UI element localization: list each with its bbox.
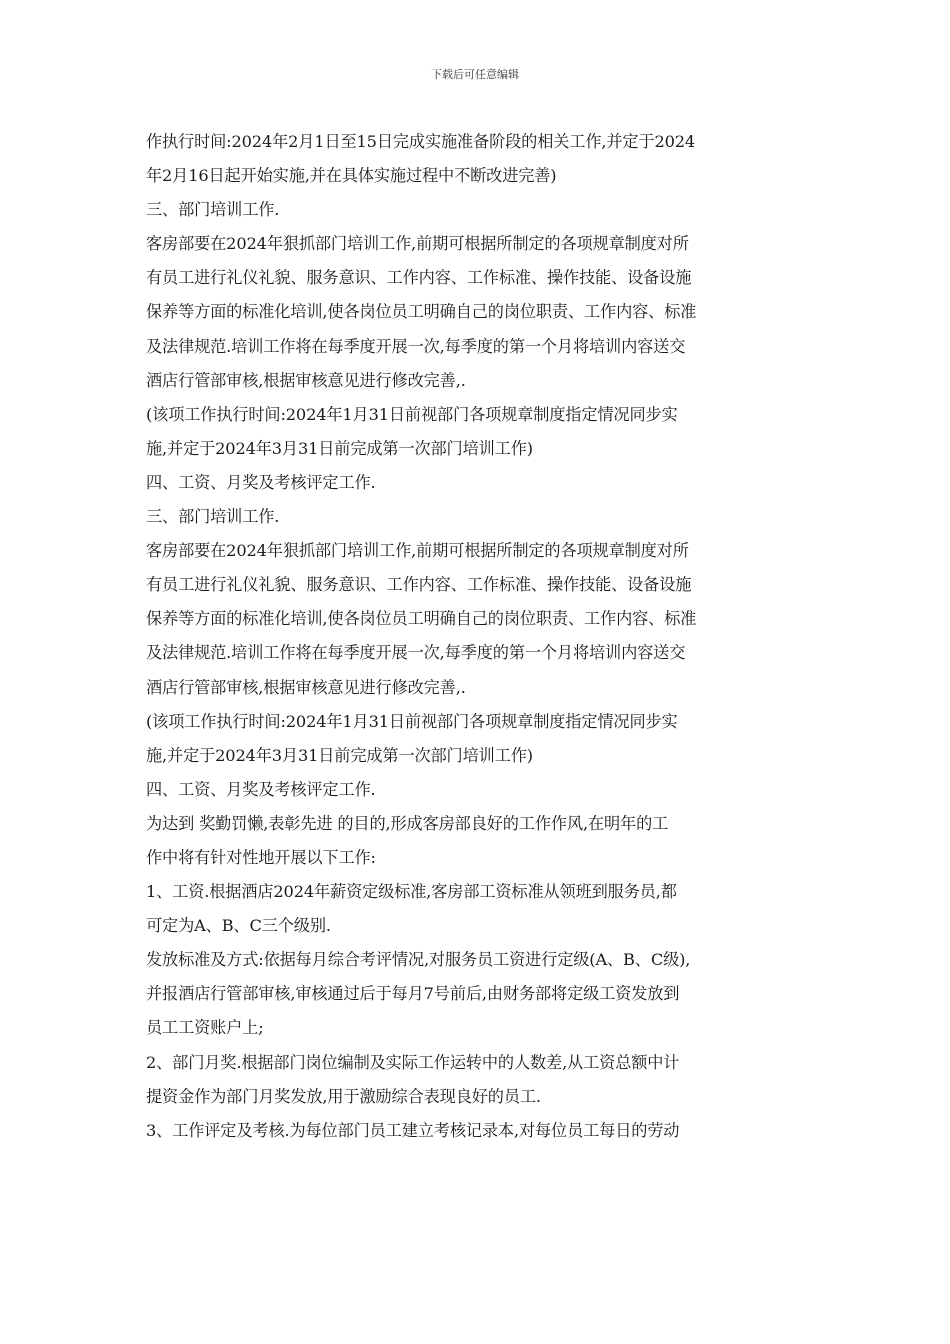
text-line: 年2月16日起开始实施,并在具体实施过程中不断改进完善) bbox=[146, 166, 557, 186]
text-line: (该项工作执行时间:2024年1月31日前视部门各项规章制度指定情况同步实 bbox=[146, 404, 678, 424]
section-heading: 三、部门培训工作. bbox=[146, 200, 280, 220]
section-heading: 四、工资、月奖及考核评定工作. bbox=[146, 472, 376, 492]
text-line: 作执行时间:2024年2月1日至15日完成实施准备阶段的相关工作,并定于2024 bbox=[146, 132, 696, 151]
text-line: 客房部要在2024年狠抓部门培训工作,前期可根据所制定的各项规章制度对所 bbox=[146, 234, 689, 254]
text-line: 有员工进行礼仪礼貌、服务意识、工作内容、工作标准、操作技能、设备设施 bbox=[146, 268, 692, 288]
text-line: 酒店行管部审核,根据审核意见进行修改完善,. bbox=[146, 677, 466, 697]
page-header: 下载后可任意编辑 bbox=[431, 68, 519, 81]
text-line: 施,并定于2024年3月31日前完成第一次部门培训工作) bbox=[146, 438, 533, 458]
text-line: 有员工进行礼仪礼貌、服务意识、工作内容、工作标准、操作技能、设备设施 bbox=[146, 575, 692, 595]
text-line: 1、工资.根据酒店2024年薪资定级标准,客房部工资标准从领班到服务员,都 bbox=[146, 882, 677, 902]
text-line: 提资金作为部门月奖发放,用于激励综合表现良好的员工. bbox=[146, 1086, 541, 1106]
text-line: 2、部门月奖.根据部门岗位编制及实际工作运转中的人数差,从工资总额中计 bbox=[146, 1052, 680, 1072]
text-line: 保养等方面的标准化培训,使各岗位员工明确自己的岗位职责、工作内容、标准 bbox=[146, 609, 697, 629]
text-line: (该项工作执行时间:2024年1月31日前视部门各项规章制度指定情况同步实 bbox=[146, 711, 678, 731]
text-line: 可定为A、B、C三个级别. bbox=[146, 916, 331, 936]
text-line: 酒店行管部审核,根据审核意见进行修改完善,. bbox=[146, 370, 466, 390]
text-line: 保养等方面的标准化培训,使各岗位员工明确自己的岗位职责、工作内容、标准 bbox=[146, 302, 697, 322]
text-line: 员工工资账户上; bbox=[146, 1018, 264, 1038]
text-line: 及法律规范.培训工作将在每季度开展一次,每季度的第一个月将培训内容送交 bbox=[146, 643, 686, 663]
text-line: 3、工作评定及考核.为每位部门员工建立考核记录本,对每位员工每日的劳动 bbox=[146, 1120, 680, 1140]
section-heading: 四、工资、月奖及考核评定工作. bbox=[146, 779, 376, 799]
text-line: 并报酒店行管部审核,审核通过后于每月7号前后,由财务部将定级工资发放到 bbox=[146, 984, 680, 1004]
text-line: 发放标准及方式:依据每月综合考评情况,对服务员工资进行定级(A、B、C级), bbox=[146, 950, 691, 970]
text-line: 及法律规范.培训工作将在每季度开展一次,每季度的第一个月将培训内容送交 bbox=[146, 336, 686, 356]
text-line: 客房部要在2024年狠抓部门培训工作,前期可根据所制定的各项规章制度对所 bbox=[146, 541, 689, 561]
section-heading: 三、部门培训工作. bbox=[146, 507, 280, 527]
document-body bbox=[146, 125, 814, 1148]
text-line: 为达到 奖勤罚懒,表彰先进 的目的,形成客房部良好的工作作风,在明年的工 bbox=[146, 813, 669, 833]
text-line: 施,并定于2024年3月31日前完成第一次部门培训工作) bbox=[146, 745, 533, 765]
text-line: 作中将有针对性地开展以下工作: bbox=[146, 847, 376, 867]
